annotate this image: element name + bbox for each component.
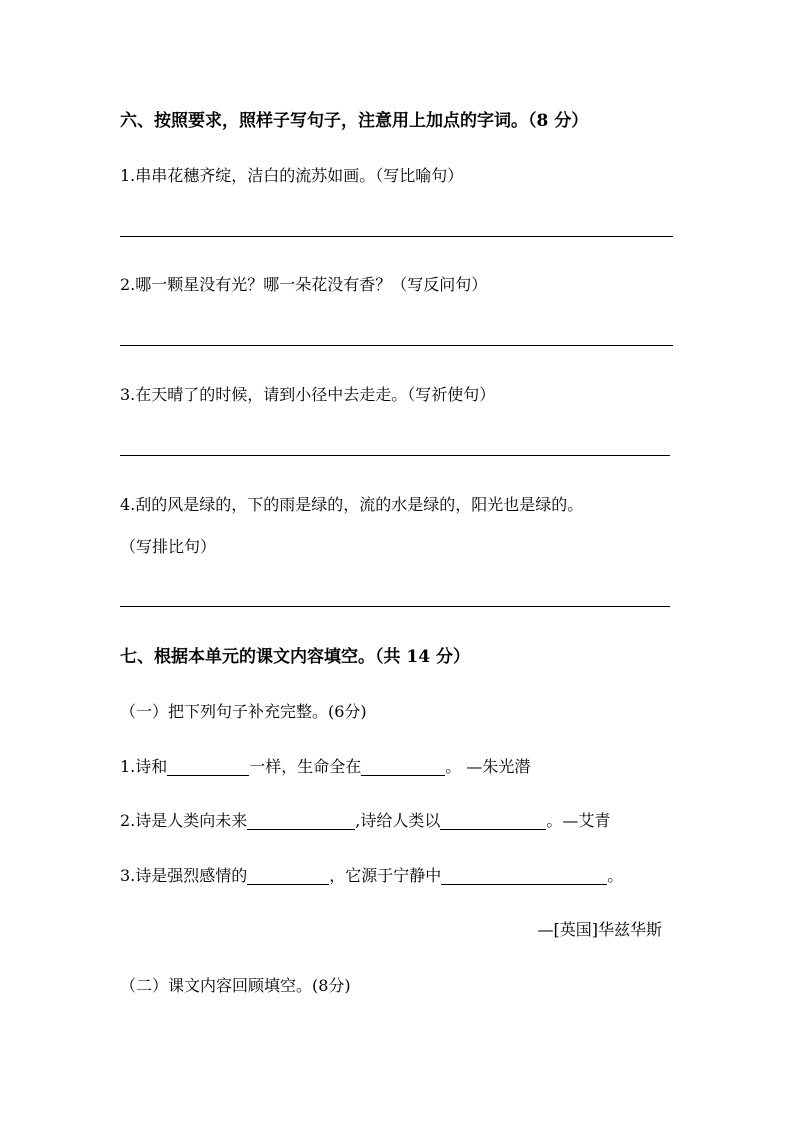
fill-q3-text-a: 3.诗是强烈感情的	[120, 866, 248, 885]
fill-q3-text-c: 。	[607, 866, 624, 885]
question-6-2: 2.哪一颗星没有光？哪一朵花没有香？（写反问句）	[120, 275, 488, 294]
fill-blank[interactable]	[440, 811, 546, 830]
fill-q3-text-b: ，它源于宁静中	[329, 866, 442, 885]
fill-q2-text-c: 。—艾青	[546, 811, 611, 830]
fill-question-2	[120, 808, 610, 831]
fill-blank[interactable]	[167, 757, 249, 776]
fill-blank[interactable]	[247, 811, 355, 830]
fill-blank[interactable]	[441, 866, 607, 885]
fill-q2-text-b: ,诗给人类以	[355, 811, 441, 830]
fill-q2-text-a: 2.诗是人类向未来	[120, 811, 248, 830]
section7-title: 七、根据本单元的课文内容填空。（共 14 分）	[120, 647, 470, 667]
part2-title: （二）课文内容回顾填空。(8分)	[120, 976, 351, 995]
fill-q1-text-b: 一样，生命全在	[249, 757, 362, 776]
fill-blank[interactable]	[247, 866, 329, 885]
fill-blank[interactable]	[361, 757, 445, 776]
answer-line-6-4[interactable]	[120, 606, 670, 607]
question-6-4-continued: （写排比句）	[120, 537, 217, 556]
answer-line-6-3[interactable]	[120, 455, 670, 456]
fill-question-1	[120, 754, 530, 777]
answer-line-6-1[interactable]	[120, 236, 673, 237]
question-6-3: 3.在天晴了的时候，请到小径中去走走。（写祈使句）	[120, 385, 496, 404]
attribution-wordsworth: —[英国]华兹华斯	[537, 920, 662, 939]
answer-line-6-2[interactable]	[120, 345, 673, 346]
question-6-4: 4.刮的风是绿的，下的雨是绿的，流的水是绿的，阳光也是绿的。	[120, 495, 584, 514]
fill-q1-text-a: 1.诗和	[120, 757, 168, 776]
question-6-1: 1.串串花穗齐绽，洁白的流苏如画。（写比喻句）	[120, 166, 464, 185]
part1-title: （一）把下列句子补充完整。(6分)	[120, 702, 367, 721]
fill-q1-text-c: 。 —朱光潜	[445, 757, 531, 776]
fill-question-3	[120, 863, 623, 886]
section6-title: 六、按照要求，照样子写句子，注意用上加点的字词。（8 分）	[120, 111, 589, 131]
